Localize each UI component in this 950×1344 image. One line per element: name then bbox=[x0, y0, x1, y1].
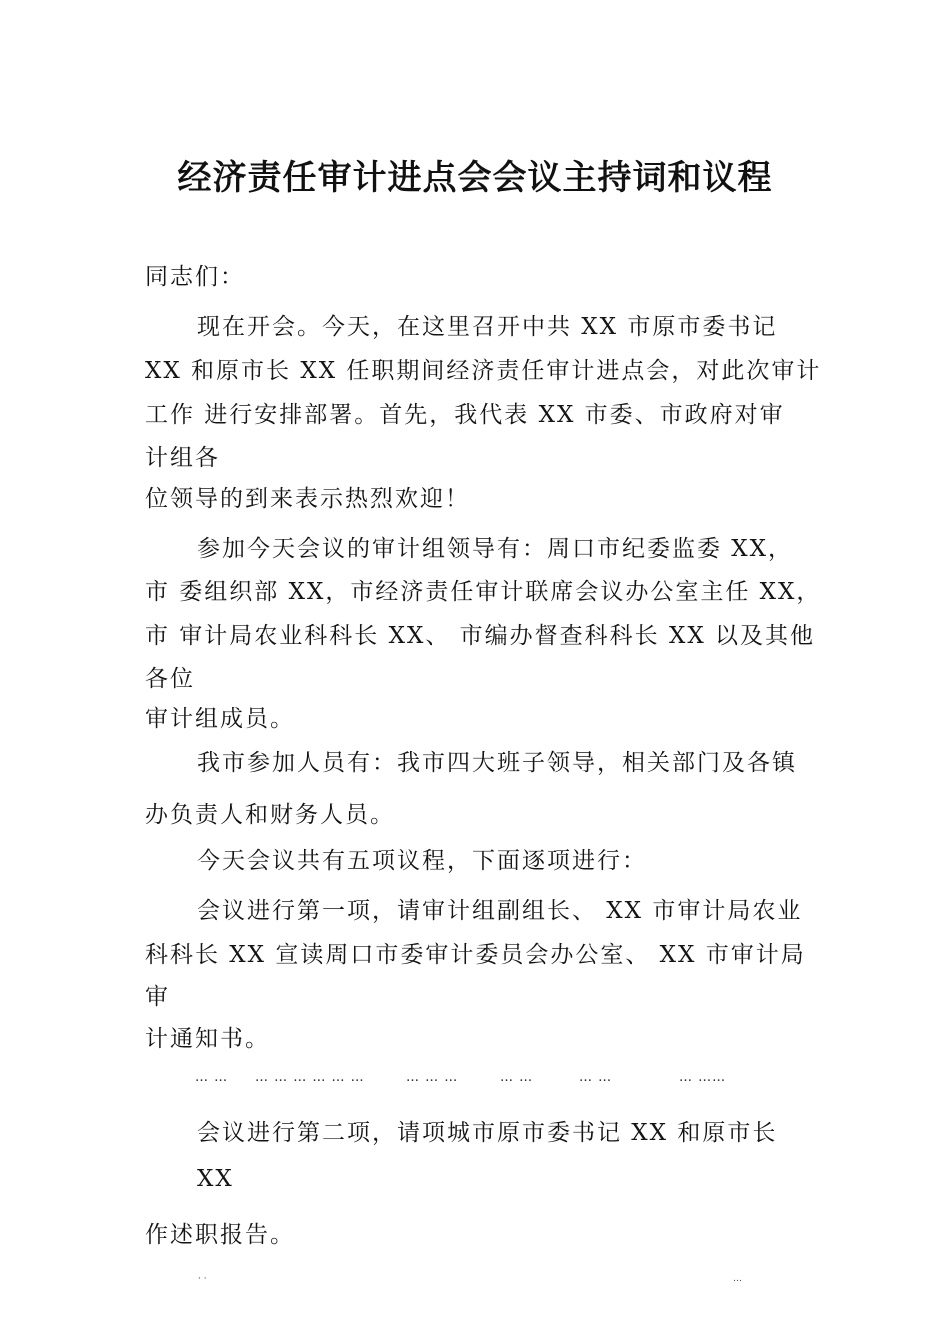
paragraph-line: 位领导的到来表示热烈欢迎！ bbox=[145, 486, 470, 512]
paragraph-line: 会议进行第一项，请审计组副组长、 XX 市审计局农业 bbox=[197, 898, 803, 924]
paragraph-line: 审计组成员。 bbox=[145, 706, 295, 732]
paragraph-line: 参加今天会议的审计组领导有：周口市纪委监委 XX， bbox=[197, 536, 794, 562]
ellipsis-row: … … bbox=[500, 1070, 534, 1085]
paragraph-line: 工作 进行安排部署。首先，我代表 XX 市委、市政府对审 bbox=[145, 402, 785, 428]
paragraph-line: XX bbox=[197, 1166, 234, 1192]
ellipsis-row: … … bbox=[579, 1070, 613, 1085]
salutation: 同志们： bbox=[145, 264, 245, 290]
ellipsis-row: … … bbox=[195, 1070, 229, 1085]
paragraph-line: 市 审计局农业科科长 XX、 市编办督查科科长 XX 以及其他 bbox=[145, 623, 816, 649]
paragraph-line: 我市参加人员有：我市四大班子领导，相关部门及各镇 bbox=[197, 750, 797, 776]
paragraph-line: 现在开会。今天，在这里召开中共 XX 市原市委书记 bbox=[197, 314, 778, 340]
document-title: 经济责任审计进点会会议主持词和议程 bbox=[177, 158, 773, 198]
ellipsis-row: … …… bbox=[679, 1070, 727, 1085]
footer-mark: · · bbox=[198, 1274, 207, 1284]
paragraph-line: XX 和原市长 XX 任职期间经济责任审计进点会，对此次审计 bbox=[145, 358, 822, 384]
paragraph-line: 科科长 XX 宣读周口市委审计委员会办公室、 XX 市审计局 bbox=[145, 942, 806, 968]
ellipsis-row: … … … … … … bbox=[255, 1070, 365, 1085]
paragraph-line: 会议进行第二项，请项城市原市委书记 XX 和原市长 bbox=[197, 1120, 778, 1146]
footer-mark: … bbox=[733, 1274, 742, 1284]
paragraph-line: 计组各 bbox=[145, 445, 220, 471]
paragraph-line: 市 委组织部 XX，市经济责任审计联席会议办公室主任 XX， bbox=[145, 579, 822, 605]
paragraph-line: 今天会议共有五项议程，下面逐项进行： bbox=[197, 848, 647, 874]
paragraph-line: 计通知书。 bbox=[145, 1026, 270, 1052]
paragraph-line: 审 bbox=[145, 984, 170, 1010]
paragraph-line: 作述职报告。 bbox=[145, 1222, 295, 1248]
ellipsis-row: … … … bbox=[406, 1070, 459, 1085]
paragraph-line: 各位 bbox=[145, 666, 195, 692]
paragraph-line: 办负责人和财务人员。 bbox=[145, 802, 395, 828]
